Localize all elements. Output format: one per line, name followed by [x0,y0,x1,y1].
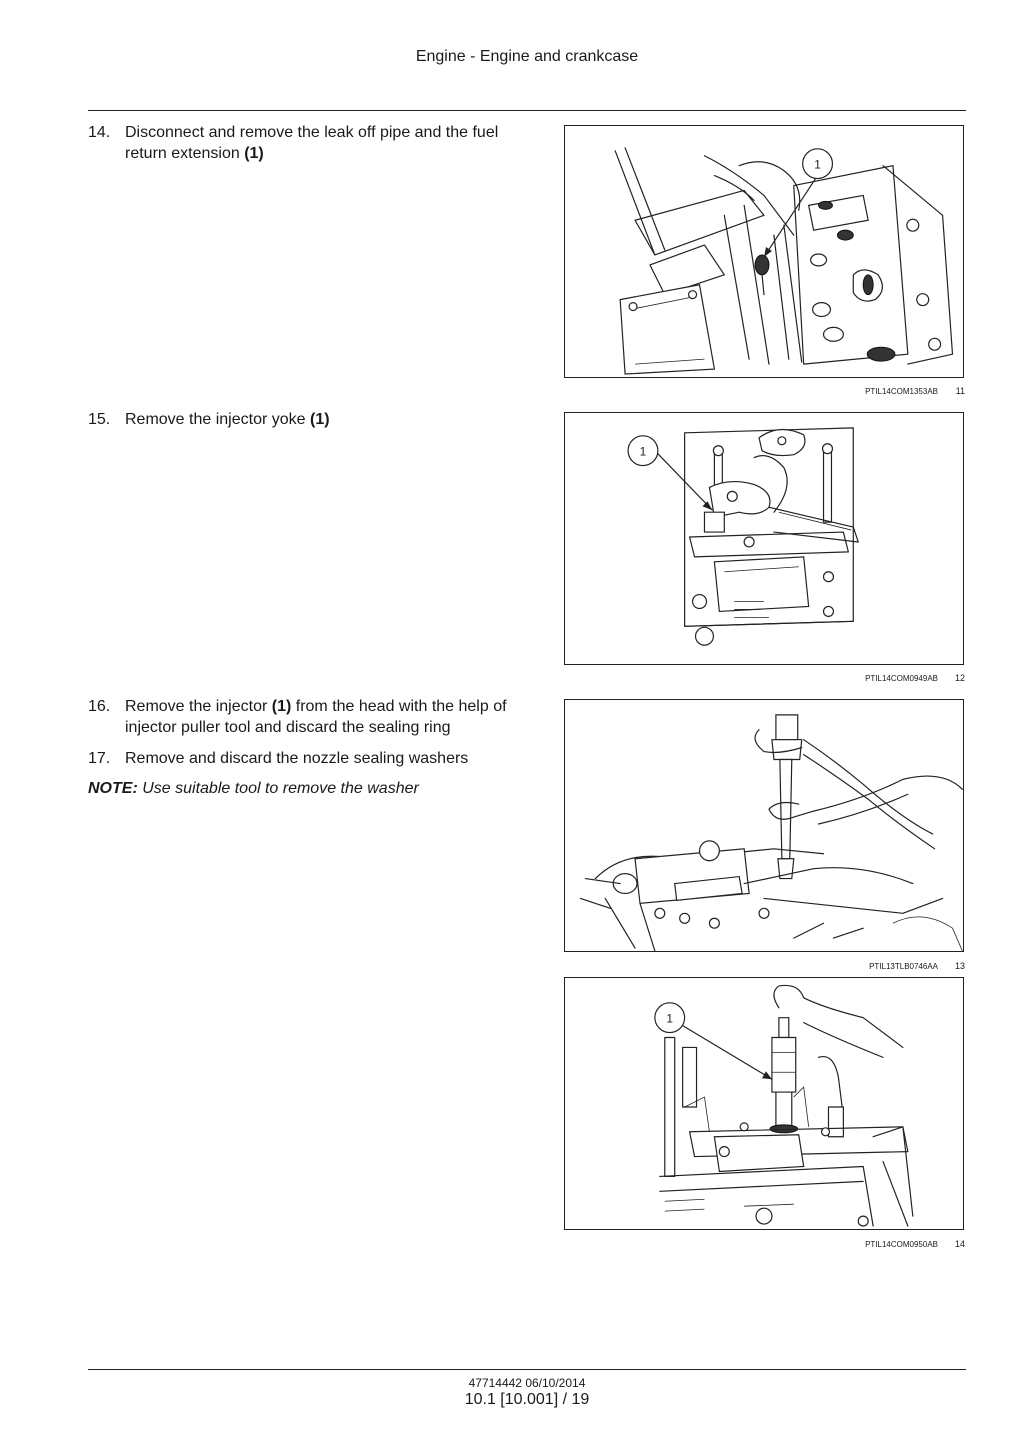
figure-number: 14 [954,1239,965,1249]
header-rule [88,110,966,111]
figure-number: 12 [954,673,965,683]
reference-callout: (1) [271,698,292,715]
injector-yoke-illustration [565,413,963,664]
callout-number: 1 [666,1011,674,1026]
step-text: Remove the injector (1) from the head with the help of injector puller tool and discard the sealing ring [125,698,507,736]
figure-code: PTIL14COM0949AB [865,674,938,683]
figure-code: PTIL13TLB0746AA [869,962,938,971]
step-number: 14. [88,124,111,141]
figure-12-illustration [564,412,964,665]
figure-code: PTIL14COM1353AB [865,387,938,396]
step-15 [88,409,538,430]
note-text: Use suitable tool to remove the washer [137,780,419,797]
step-16 [88,696,538,738]
figure-14-illustration [564,977,964,1230]
engine-top-illustration [565,126,963,377]
note-label: NOTE: [88,780,138,797]
reference-callout: (1) [309,411,330,428]
footer-page-number: 10.1 [10.001] / 19 [464,1391,590,1408]
figure-13-illustration [564,699,964,952]
footer-rule [88,1369,966,1370]
footer-document-info: 47714442 06/10/2014 [468,1376,586,1390]
note [88,780,419,798]
nozzle-washer-removal-illustration [565,978,963,1229]
page-header-title: Engine - Engine and crankcase [415,48,639,65]
figure-number: 11 [955,386,965,396]
figure-number: 13 [954,961,965,971]
callout-number: 1 [814,157,821,172]
callout-number: 1 [639,444,647,459]
reference-callout: (1) [244,145,264,162]
step-14 [88,122,538,164]
step-number: 17. [88,750,111,767]
injector-puller-illustration [565,700,963,951]
step-number: 16. [88,698,111,715]
figure-11-illustration [564,125,964,378]
step-17 [88,748,538,769]
figure-code: PTIL14COM0950AB [865,1240,938,1249]
step-text: Disconnect and remove the leak off pipe and the fuel return extension (1) [125,124,499,162]
step-number: 15. [88,411,111,428]
step-text: Remove and discard the nozzle sealing washers [125,750,469,767]
step-text: Remove the injector yoke (1) [125,411,330,428]
